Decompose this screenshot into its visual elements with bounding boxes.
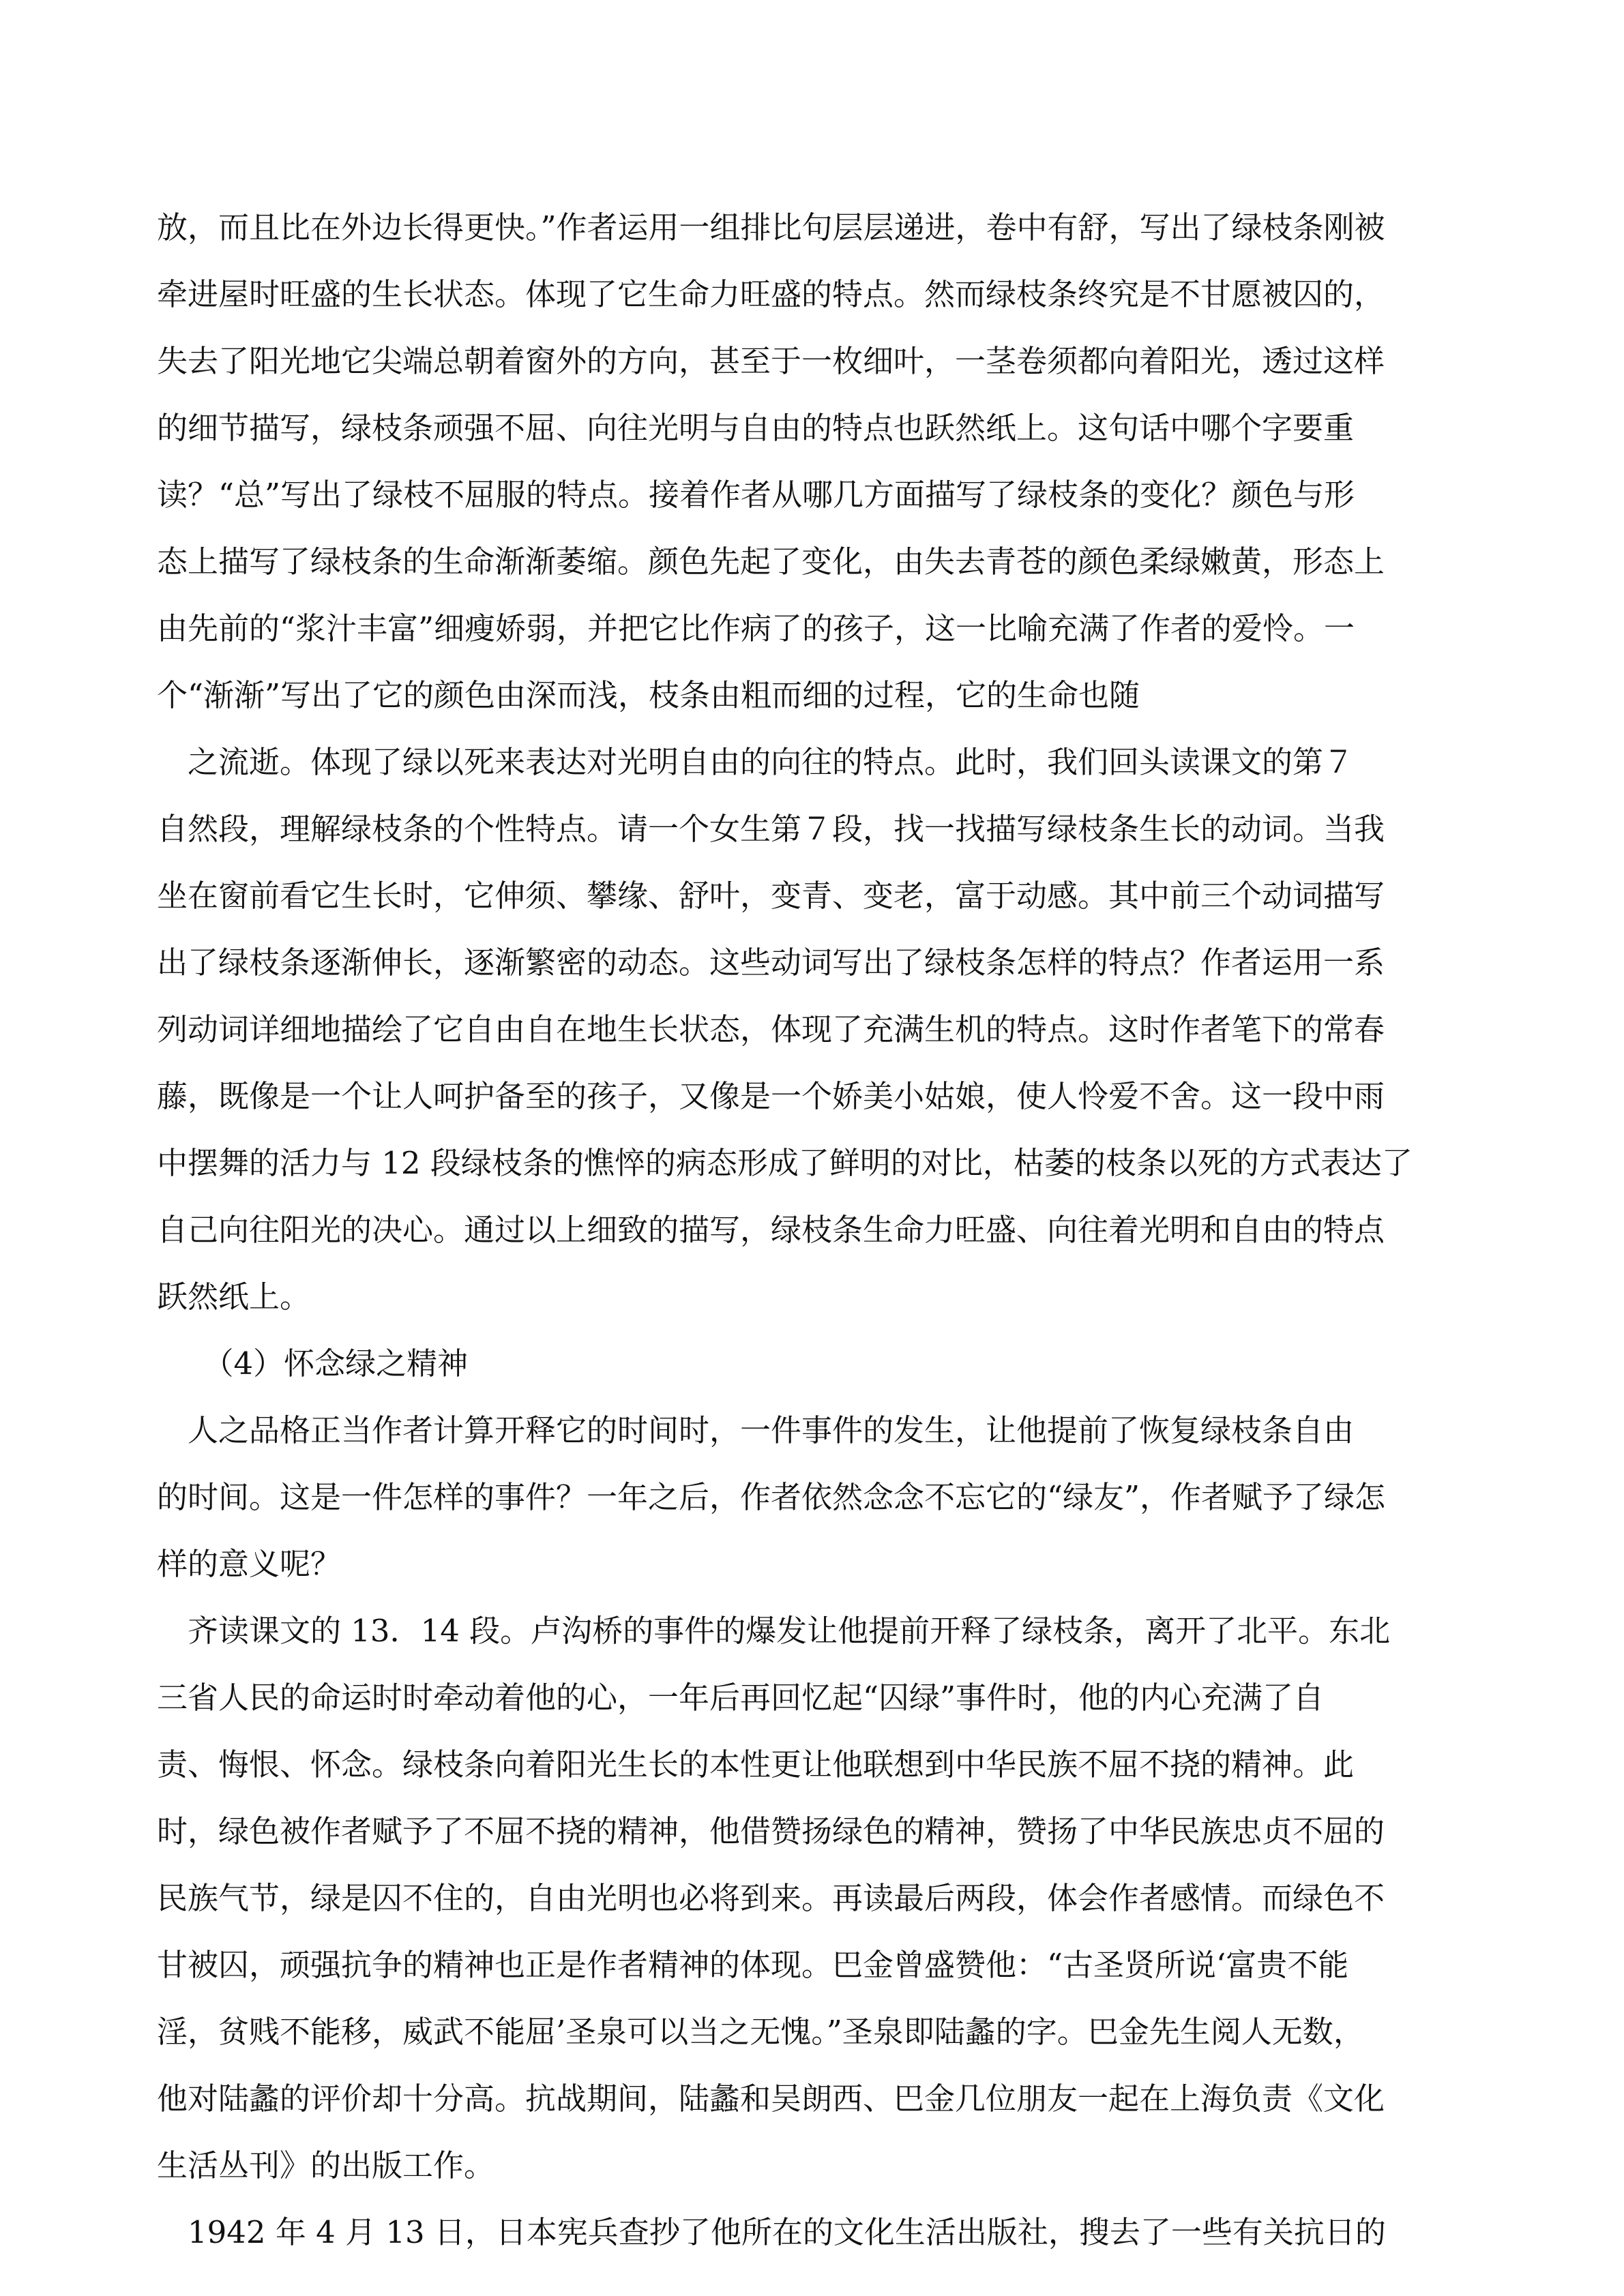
text-line-31: 1942 年 4 月 13 日，日本宪兵查抄了他所在的文化生活出版社，搜去了一些有关抗日的 — [157, 2214, 1386, 2250]
text-line-26: 民族气节，绿是囚不住的，自由光明也必将到来。再读最后两段，体会作者感情。而绿色不 — [157, 1880, 1385, 1916]
text-line-1: 放，而且比在外边长得更快。”作者运用一组排比句层层递进，卷中有舒，写出了绿枝条刚被 — [157, 209, 1385, 245]
text-line-7: 由先前的“浆汁丰富”细瘦娇弱，并把它比作病了的孩子，这一比喻充满了作者的爱怜。一 — [157, 610, 1355, 646]
text-line-20: 的时间。这是一件怎样的事件？一年之后，作者依然念念不忘它的“绿友”，作者赋予了绿怎 — [157, 1479, 1386, 1515]
text-line-10: 自然段，理解绿枝条的个性特点。请一个女生第７段，找一找描写绿枝条生长的动词。当我 — [157, 811, 1385, 847]
text-line-4: 的细节描写，绿枝条顽强不屈、向往光明与自由的特点也跃然纸上。这句话中哪个字要重 — [157, 410, 1355, 446]
text-line-30: 生活丛刊》的出版工作。 — [157, 2147, 495, 2183]
text-line-11: 坐在窗前看它生长时，它伸须、攀缘、舒叶，变青、变老，富于动感。其中前三个动词描写 — [157, 878, 1385, 914]
text-line-17: 跃然纸上。 — [157, 1279, 311, 1315]
text-line-29: 他对陆蠡的评价却十分高。抗战期间，陆蠡和吴朗西、巴金几位朋友一起在上海负责《文化 — [157, 2081, 1385, 2117]
text-line-6: 态上描写了绿枝条的生命渐渐萎缩。颜色先起了变化，由失去青苍的颜色柔绿嫩黄，形态上 — [157, 543, 1385, 580]
text-line-13: 列动词详细地描绘了它自由自在地生长状态，体现了充满生机的特点。这时作者笔下的常春 — [157, 1011, 1385, 1047]
text-line-14: 藤，既像是一个让人呵护备至的孩子，又像是一个娇美小姑娘，使人怜爱不舍。这一段中雨 — [157, 1078, 1385, 1114]
text-line-27: 甘被囚，顽强抗争的精神也正是作者精神的体现。巴金曾盛赞他：“古圣贤所说‘富贵不能 — [157, 1947, 1349, 1983]
text-line-15: 中摆舞的活力与 12 段绿枝条的憔悴的病态形成了鲜明的对比，枯萎的枝条以死的方式表达了 — [157, 1145, 1413, 1181]
text-line-2: 牵进屋时旺盛的生长状态。体现了它生命力旺盛的特点。然而绿枝条终究是不甘愿被囚的， — [157, 276, 1385, 312]
text-line-21: 样的意义呢？ — [157, 1546, 342, 1582]
text-line-25: 时，绿色被作者赋予了不屈不挠的精神，他借赞扬绿色的精神，赞扬了中华民族忠贞不屈的 — [157, 1813, 1385, 1849]
text-line-24: 责、悔恨、怀念。绿枝条向着阳光生长的本性更让他联想到中华民族不屈不挠的精神。此 — [157, 1746, 1355, 1783]
text-line-23: 三省人民的命运时时牵动着他的心，一年后再回忆起“囚绿”事件时，他的内心充满了自 — [157, 1680, 1325, 1716]
text-line-8: 个“渐渐”写出了它的颜色由深而浅，枝条由粗而细的过程，它的生命也随 — [157, 677, 1140, 713]
document-body — [157, 194, 1487, 2266]
text-line-3: 失去了阳光地它尖端总朝着窗外的方向，甚至于一枚细叶，一茎卷须都向着阳光，透过这样 — [157, 343, 1385, 379]
text-line-19: 人之品格正当作者计算开释它的时间时，一件事件的发生，让他提前了恢复绿枝条自由 — [157, 1412, 1355, 1448]
text-line-28: 淫，贫贱不能移，威武不能屈’圣泉可以当之无愧。”圣泉即陆蠡的字。巴金先生阅人无数， — [157, 2014, 1364, 2050]
section-heading: （4）怀念绿之精神 — [157, 1345, 469, 1382]
text-line-5: 读？“总”写出了绿枝不屈服的特点。接着作者从哪几方面描写了绿枝条的变化？颜色与形 — [157, 477, 1355, 513]
text-line-12: 出了绿枝条逐渐伸长，逐渐繁密的动态。这些动词写出了绿枝条怎样的特点？作者运用一系 — [157, 944, 1385, 981]
text-line-16: 自己向往阳光的决心。通过以上细致的描写，绿枝条生命力旺盛、向往着光明和自由的特点 — [157, 1212, 1385, 1248]
text-line-22: 齐读课文的 13．14 段。卢沟桥的事件的爆发让他提前开释了绿枝条，离开了北平。东北 — [157, 1613, 1391, 1649]
text-line-9: 之流逝。体现了绿以死来表达对光明自由的向往的特点。此时，我们回头读课文的第７ — [157, 744, 1355, 780]
